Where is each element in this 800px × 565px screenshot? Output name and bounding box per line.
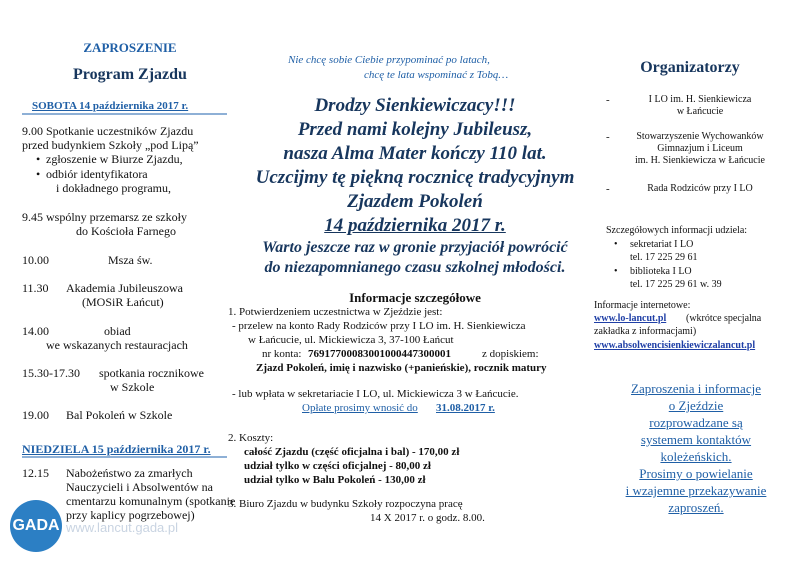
divider xyxy=(22,113,227,115)
list-item: • zgłoszenie w Biurze Zjazdu, xyxy=(46,152,183,166)
account-label: nr konta: xyxy=(262,348,302,360)
account-number: 76917700083001000447300001 xyxy=(308,348,451,360)
costs-heading: 2. Koszty: xyxy=(228,432,274,444)
contact-library-phone: tel. 17 225 29 61 w. 39 xyxy=(630,279,722,290)
notice-line-5: koleżeńskich. xyxy=(660,449,732,464)
alumni-link[interactable]: www.absolwencisienkiewiczalancut.pl xyxy=(594,340,756,351)
cost-full: całość Zjazdu (część oficjalna i bal) - 170,00 zł xyxy=(244,446,460,458)
dash: - xyxy=(606,131,610,143)
time-1400: 14.00 xyxy=(22,324,49,338)
headline-3: nasza Alma Mater kończy 110 lat. xyxy=(283,143,547,164)
invitation-heading: ZAPROSZENIE xyxy=(83,40,177,55)
desc-1530-place: w Szkole xyxy=(110,380,155,394)
gada-logo xyxy=(10,500,62,552)
info-p1: 1. Potwierdzeniem uczestnictwa w Zjeździe jest: xyxy=(228,306,443,318)
desc-1000: Msza św. xyxy=(108,253,153,267)
bullet-icon: • xyxy=(614,266,618,277)
notice-line-2: o Zjeździe xyxy=(668,398,724,413)
desc-1400: obiad xyxy=(104,324,131,338)
notice-line-8: zaproszeń. xyxy=(668,500,724,515)
dash: - xyxy=(606,94,610,106)
divider xyxy=(22,456,227,458)
event-date: 14 października 2017 r. xyxy=(324,215,506,236)
office-line-1: 3. Biuro Zjazdu w budynku Szkoły rozpoczyna pracę xyxy=(228,498,463,510)
desc-1215: Nabożeństwo za zmarłych xyxy=(66,466,193,480)
organizer-1-city: w Łańcucie xyxy=(676,106,724,117)
time-1000: 10.00 xyxy=(22,253,49,267)
desc-1900: Bal Pokoleń w Szkole xyxy=(66,408,173,422)
contact-secretariat: sekretariat I LO xyxy=(630,239,694,250)
desc-1215-c: cmentarzu komunalnym (spotkanie xyxy=(66,494,236,508)
headline-7: Warto jeszcze raz w gronie przyjaciół powrócić xyxy=(262,239,568,256)
organizer-1: I LO im. H. Sienkiewicza xyxy=(648,94,752,105)
office-line-2: 14 X 2017 r. o godz. 8.00. xyxy=(370,512,485,524)
bullet-icon: • xyxy=(614,239,618,250)
website-note: (wkrótce specjalna xyxy=(686,313,762,324)
desc-1130-place: (MOSiR Łańcut) xyxy=(82,295,164,309)
info-heading: Informacje szczegółowe xyxy=(349,290,481,305)
organizer-3: Rada Rodziców przy I LO xyxy=(647,183,753,194)
time-1130: 11.30 xyxy=(22,281,49,295)
notice-line-3: rozprowadzane są xyxy=(649,415,743,430)
list-item-cont: i dokładnego programu, xyxy=(56,181,171,195)
sunday-heading: NIEDZIELA 15 października 2017 r. xyxy=(22,442,211,456)
payment-deadline-label: Opłate prosimy wnosić do xyxy=(302,402,418,414)
organizer-2-c: im. H. Sienkiewicza w Łańcucie xyxy=(635,155,765,166)
cost-ball: udział tylko w Balu Pokoleń - 130,00 zł xyxy=(244,474,426,486)
saturday-heading: SOBOTA 14 października 2017 r. xyxy=(32,100,189,112)
website-link[interactable]: www.lo-lancut.pl xyxy=(594,313,667,324)
web-heading: Informacje internetowe: xyxy=(594,300,691,311)
item-900-place: przed budynkiem Szkoły „pod Lipą” xyxy=(22,138,199,152)
item-945: 9.45 wspólny przemarsz ze szkoły xyxy=(22,210,187,224)
transfer-note: Zjazd Pokoleń, imię i nazwisko (+panieńskie), rocznik matury xyxy=(256,362,547,374)
desc-1530: spotkania rocznikowe xyxy=(99,366,204,380)
headline-2: Przed nami kolejny Jubileusz, xyxy=(297,119,533,140)
notice-line-6: Prosimy o powielanie xyxy=(639,466,753,481)
item-945-place: do Kościoła Farnego xyxy=(76,224,176,238)
time-1900: 19.00 xyxy=(22,408,49,422)
quote-line-2: chcę te lata wspominać z Tobą… xyxy=(364,69,509,81)
organizer-2: Stowarzyszenie Wychowanków xyxy=(636,131,764,142)
desc-1130: Akademia Jubileuszowa xyxy=(66,281,183,295)
item-900: 9.00 Spotkanie uczestników Zjazdu xyxy=(22,124,194,138)
list-item: • odbiór identyfikatora xyxy=(46,167,148,181)
greeting: Drodzy Sienkiewiczacy!!! xyxy=(314,95,516,116)
organizer-2-b: Gimnazjum i Liceum xyxy=(657,143,743,154)
contact-secretariat-phone: tel. 17 225 29 61 xyxy=(630,252,698,263)
notice-line-7: i wzajemne przekazywanie xyxy=(625,483,767,498)
dash: - xyxy=(606,183,610,195)
headline-4: Uczcijmy tę piękną rocznicę tradycyjnym xyxy=(255,167,575,188)
desc-1400-place: we wskazanych restauracjach xyxy=(46,338,188,352)
account-tail: z dopiskiem: xyxy=(482,348,539,360)
payment-deadline-date: 31.08.2017 r. xyxy=(436,402,495,414)
headline-5: Zjazdem Pokoleń xyxy=(347,191,483,212)
info-p2: - przelew na konto Rady Rodziców przy I LO im. H. Sienkiewicza xyxy=(232,320,526,332)
contact-library: biblioteka I LO xyxy=(630,266,692,277)
desc-1215-b: Nauczycieli i Absolwentów na xyxy=(66,480,213,494)
notice-line-4: systemem kontaktów xyxy=(640,432,752,447)
info-p3: w Łańcucie, ul. Mickiewicza 3, 37-100 Łańcut xyxy=(248,334,454,346)
quote-line-1: Nie chcę sobie Ciebie przypominać po latach, xyxy=(288,54,490,66)
watermark-url: www.lancut.gada.pl xyxy=(66,520,179,535)
headline-8: do niezapomnianego czasu szkolnej młodości. xyxy=(264,259,566,276)
logo-text: GADA xyxy=(12,517,60,534)
notice-line-1: Zaproszenia i informacje xyxy=(631,381,761,396)
organizers-heading: Organizatorzy xyxy=(640,59,740,76)
program-heading: Program Zjazdu xyxy=(73,66,187,83)
info-p6: - lub wpłata w sekretariacie I LO, ul. Mickiewicza 3 w Łańcucie. xyxy=(232,388,519,400)
website-note-2: zakładka z informacjami) xyxy=(594,326,697,337)
desc-1215-d: przy kaplicy pogrzebowej) xyxy=(66,508,195,522)
contact-heading: Szczegółowych informacji udziela: xyxy=(606,225,748,236)
time-1530: 15.30-17.30 xyxy=(22,366,80,380)
cost-official: udział tylko w części oficjalnej - 80,00 zł xyxy=(244,460,431,472)
time-1215: 12.15 xyxy=(22,466,49,480)
